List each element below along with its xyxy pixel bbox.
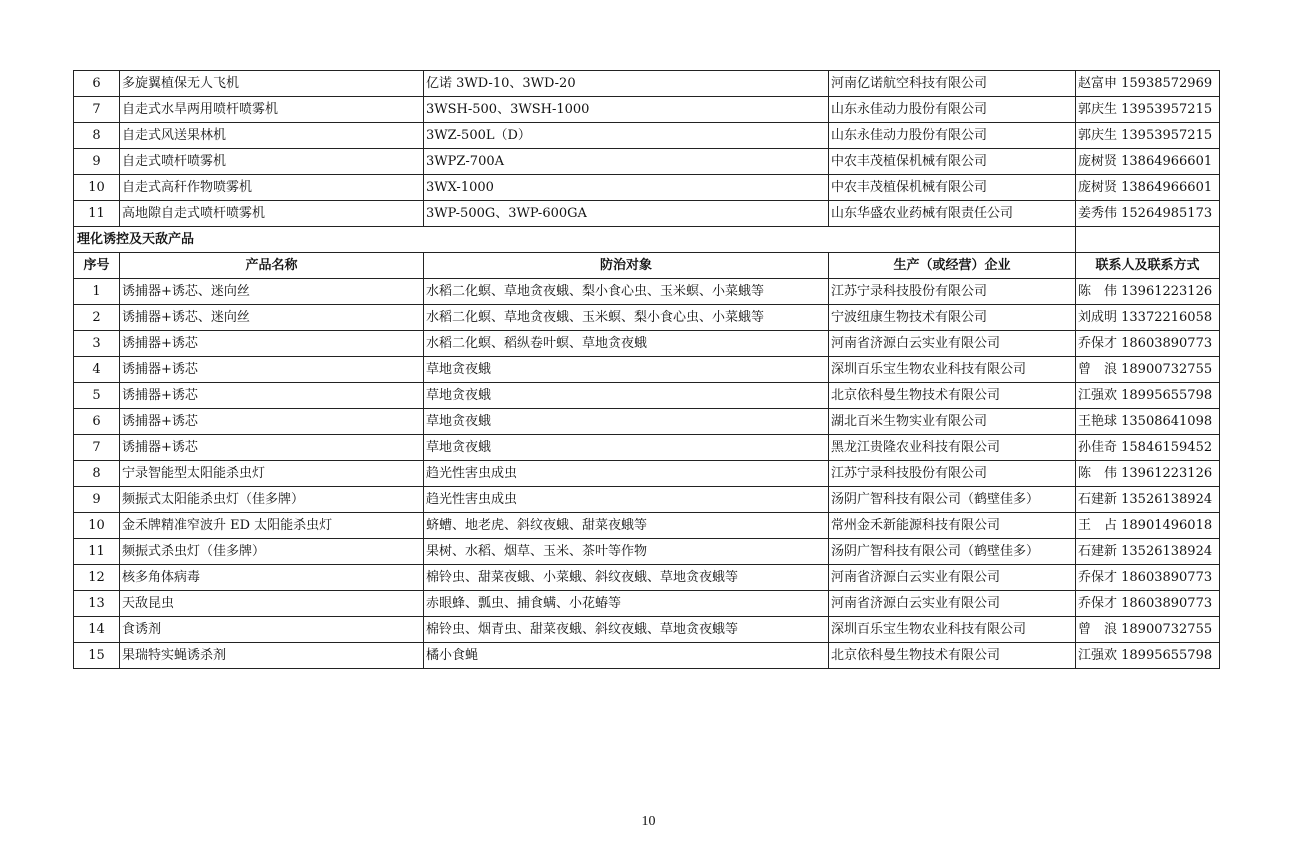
cell-product-name: 果瑞特实蝇诱杀剂 [120,643,424,669]
table-row [74,175,1220,201]
cell-target: 亿诺 3WD-10、3WD-20 [424,71,829,97]
cell-company: 河南省济源白云实业有限公司 [829,591,1076,617]
cell-contact: 郭庆生 13953957215 [1076,97,1220,123]
table-header-row [74,253,1220,279]
cell-company: 河南省济源白云实业有限公司 [829,565,1076,591]
header-target: 防治对象 [424,253,829,279]
section-title-blank-cell [1076,227,1220,253]
cell-company: 宁波纽康生物技术有限公司 [829,305,1076,331]
table-row [74,617,1220,643]
cell-target: 趋光性害虫成虫 [424,461,829,487]
cell-num: 15 [74,643,120,669]
table-row [74,539,1220,565]
section-title-row [74,227,1220,253]
cell-num: 7 [74,97,120,123]
cell-target: 草地贪夜蛾 [424,357,829,383]
cell-product-name: 诱捕器+诱芯、迷向丝 [120,305,424,331]
cell-num: 3 [74,331,120,357]
cell-target: 3WX-1000 [424,175,829,201]
cell-product-name: 自走式高秆作物喷雾机 [120,175,424,201]
table-row [74,565,1220,591]
cell-target: 水稻二化螟、草地贪夜蛾、梨小食心虫、玉米螟、小菜蛾等 [424,279,829,305]
cell-num: 9 [74,149,120,175]
cell-company: 河南省济源白云实业有限公司 [829,331,1076,357]
table-row [74,643,1220,669]
cell-product-name: 宁录智能型太阳能杀虫灯 [120,461,424,487]
cell-contact: 孙佳奇 15846159452 [1076,435,1220,461]
cell-contact: 王 占 18901496018 [1076,513,1220,539]
table-row [74,149,1220,175]
cell-contact: 江强欢 18995655798 [1076,383,1220,409]
section-title: 理化诱控及天敌产品 [74,227,1076,253]
cell-product-name: 诱捕器+诱芯 [120,331,424,357]
cell-contact: 曾 浪 18900732755 [1076,617,1220,643]
cell-target: 3WPZ-700A [424,149,829,175]
cell-num: 8 [74,123,120,149]
cell-company: 常州金禾新能源科技有限公司 [829,513,1076,539]
cell-num: 6 [74,71,120,97]
cell-contact: 陈 伟 13961223126 [1076,461,1220,487]
cell-product-name: 频振式太阳能杀虫灯（佳多牌） [120,487,424,513]
table-body-top [74,71,1220,227]
cell-target: 棉铃虫、烟青虫、甜菜夜蛾、斜纹夜蛾、草地贪夜蛾等 [424,617,829,643]
cell-contact: 赵富申 15938572969 [1076,71,1220,97]
cell-num: 2 [74,305,120,331]
header-contact: 联系人及联系方式 [1076,253,1220,279]
table-row [74,71,1220,97]
cell-product-name: 诱捕器+诱芯、迷向丝 [120,279,424,305]
cell-company: 黑龙江贵隆农业科技有限公司 [829,435,1076,461]
table-row [74,435,1220,461]
cell-num: 8 [74,461,120,487]
table-row [74,357,1220,383]
cell-company: 山东永佳动力股份有限公司 [829,123,1076,149]
cell-num: 1 [74,279,120,305]
cell-target: 3WSH-500、3WSH-1000 [424,97,829,123]
cell-num: 14 [74,617,120,643]
cell-num: 10 [74,513,120,539]
table-body-bottom [74,279,1220,669]
table-row [74,461,1220,487]
table-row [74,409,1220,435]
cell-target: 赤眼蜂、瓢虫、捕食螨、小花蝽等 [424,591,829,617]
table-row [74,97,1220,123]
header-company: 生产（或经营）企业 [829,253,1076,279]
cell-product-name: 天敌昆虫 [120,591,424,617]
table-row [74,331,1220,357]
cell-company: 深圳百乐宝生物农业科技有限公司 [829,357,1076,383]
cell-product-name: 诱捕器+诱芯 [120,357,424,383]
cell-company: 河南亿诺航空科技有限公司 [829,71,1076,97]
cell-product-name: 金禾牌精准窄波升 ED 太阳能杀虫灯 [120,513,424,539]
cell-target: 趋光性害虫成虫 [424,487,829,513]
section-block [74,227,1220,279]
cell-target: 棉铃虫、甜菜夜蛾、小菜蛾、斜纹夜蛾、草地贪夜蛾等 [424,565,829,591]
cell-company: 深圳百乐宝生物农业科技有限公司 [829,617,1076,643]
cell-num: 13 [74,591,120,617]
cell-contact: 刘成明 13372216058 [1076,305,1220,331]
cell-num: 7 [74,435,120,461]
cell-product-name: 诱捕器+诱芯 [120,383,424,409]
cell-product-name: 自走式风送果林机 [120,123,424,149]
table-row [74,201,1220,227]
table-row [74,305,1220,331]
cell-num: 12 [74,565,120,591]
cell-company: 中农丰茂植保机械有限公司 [829,149,1076,175]
cell-contact: 姜秀伟 15264985173 [1076,201,1220,227]
cell-target: 橘小食蝇 [424,643,829,669]
cell-contact: 郭庆生 13953957215 [1076,123,1220,149]
cell-product-name: 食诱剂 [120,617,424,643]
cell-company: 湖北百米生物实业有限公司 [829,409,1076,435]
header-num: 序号 [74,253,120,279]
cell-target: 草地贪夜蛾 [424,435,829,461]
cell-num: 6 [74,409,120,435]
cell-num: 11 [74,201,120,227]
header-name: 产品名称 [120,253,424,279]
cell-contact: 王艳球 13508641098 [1076,409,1220,435]
cell-contact: 乔保才 18603890773 [1076,565,1220,591]
cell-target: 蛴螬、地老虎、斜纹夜蛾、甜菜夜蛾等 [424,513,829,539]
cell-company: 北京依科曼生物技术有限公司 [829,643,1076,669]
cell-product-name: 频振式杀虫灯（佳多牌） [120,539,424,565]
cell-company: 山东华盛农业药械有限责任公司 [829,201,1076,227]
cell-company: 江苏宁录科技股份有限公司 [829,279,1076,305]
cell-product-name: 核多角体病毒 [120,565,424,591]
cell-contact: 石建新 13526138924 [1076,539,1220,565]
cell-target: 3WP-500G、3WP-600GA [424,201,829,227]
cell-company: 江苏宁录科技股份有限公司 [829,461,1076,487]
table-row [74,591,1220,617]
page-number: 10 [641,814,656,829]
cell-contact: 陈 伟 13961223126 [1076,279,1220,305]
cell-num: 11 [74,539,120,565]
cell-contact: 乔保才 18603890773 [1076,591,1220,617]
cell-product-name: 诱捕器+诱芯 [120,409,424,435]
cell-num: 10 [74,175,120,201]
cell-contact: 石建新 13526138924 [1076,487,1220,513]
cell-product-name: 诱捕器+诱芯 [120,435,424,461]
cell-target: 草地贪夜蛾 [424,409,829,435]
cell-target: 水稻二化螟、草地贪夜蛾、玉米螟、梨小食心虫、小菜蛾等 [424,305,829,331]
table-row [74,487,1220,513]
table-row [74,123,1220,149]
cell-contact: 江强欢 18995655798 [1076,643,1220,669]
cell-contact: 庞树贤 13864966601 [1076,175,1220,201]
cell-contact: 乔保才 18603890773 [1076,331,1220,357]
cell-company: 北京依科曼生物技术有限公司 [829,383,1076,409]
cell-target: 果树、水稻、烟草、玉米、茶叶等作物 [424,539,829,565]
cell-product-name: 自走式水旱两用喷杆喷雾机 [120,97,424,123]
cell-product-name: 自走式喷杆喷雾机 [120,149,424,175]
table-row [74,383,1220,409]
cell-target: 草地贪夜蛾 [424,383,829,409]
cell-contact: 庞树贤 13864966601 [1076,149,1220,175]
table-row [74,279,1220,305]
cell-num: 4 [74,357,120,383]
cell-target: 3WZ-500L（D） [424,123,829,149]
product-table [73,70,1220,669]
cell-product-name: 多旋翼植保无人飞机 [120,71,424,97]
cell-num: 5 [74,383,120,409]
cell-company: 中农丰茂植保机械有限公司 [829,175,1076,201]
cell-company: 汤阴广智科技有限公司（鹤壁佳多） [829,487,1076,513]
cell-num: 9 [74,487,120,513]
cell-company: 汤阴广智科技有限公司（鹤壁佳多） [829,539,1076,565]
cell-product-name: 高地隙自走式喷杆喷雾机 [120,201,424,227]
cell-contact: 曾 浪 18900732755 [1076,357,1220,383]
table-row [74,513,1220,539]
cell-company: 山东永佳动力股份有限公司 [829,97,1076,123]
cell-target: 水稻二化螟、稻纵卷叶螟、草地贪夜蛾 [424,331,829,357]
